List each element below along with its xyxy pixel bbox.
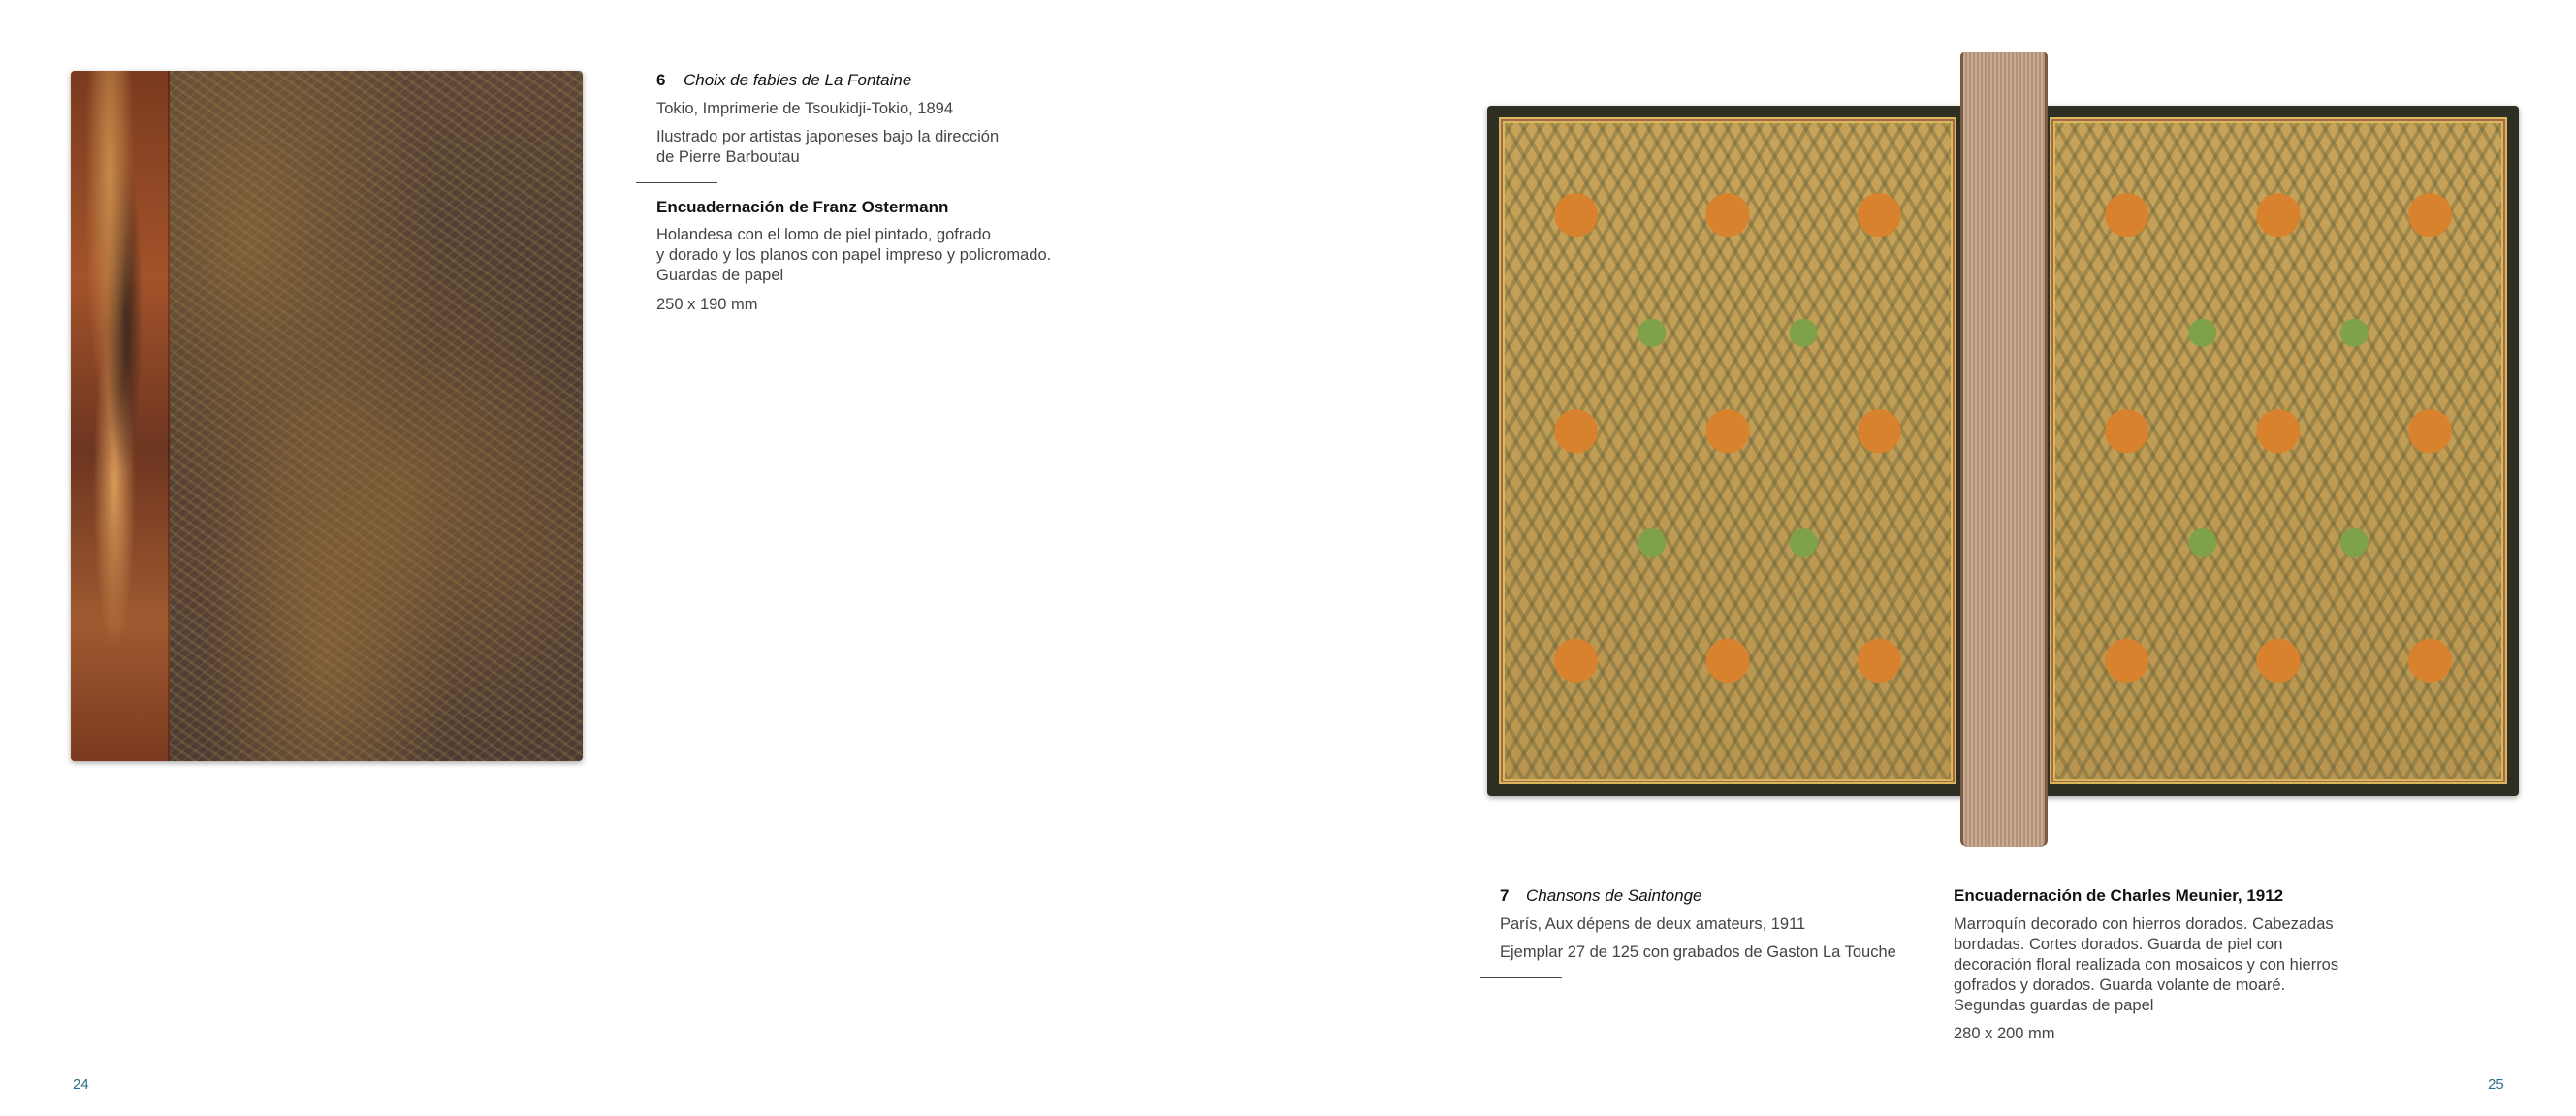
open-book-image-right: [1487, 52, 2519, 847]
floral-doublure-right: [2053, 121, 2503, 781]
illustration-note-left: Ilustrado por artistas japoneses bajo la dirección de Pierre Barboutau: [656, 128, 1000, 166]
binding-heading-left: Encuadernación de Franz Ostermann: [656, 198, 949, 216]
binding-description-left: Holandesa con el lomo de piel pintado, gofrado y dorado y los planos con papel impreso y policromado. Guardas de papel: [656, 226, 1052, 284]
dimensions-left: 250 x 190 mm: [656, 296, 758, 313]
dimensions-right: 280 x 200 mm: [1954, 1025, 2055, 1042]
entry-number-7: 7: [1500, 886, 1510, 905]
binding-heading-right: Encuadernación de Charles Meunier, 1912: [1954, 886, 2284, 905]
book-page-block: [1960, 52, 2048, 847]
book-spine: [71, 71, 170, 761]
book-board-left: [1487, 106, 1968, 796]
divider-right: [1480, 977, 1562, 978]
entry-number-6: 6: [656, 71, 666, 89]
book-cover-image-left: [71, 71, 583, 761]
floral-doublure-left: [1503, 121, 1953, 781]
book-title-right: Chansons de Saintonge: [1526, 886, 1702, 905]
book-title-left: Choix de fables de La Fontaine: [684, 71, 912, 89]
binding-description-right: Marroquín decorado con hierros dorados. Cabezadas bordadas. Cortes dorados. Guarda de piel con decoración floral realizada con mosaicos y con hierros gofrados y dorados. Guarda volante de moaré. Segundas guardas de papel: [1954, 915, 2339, 1014]
divider-left: [636, 182, 717, 183]
book-board-right: [2038, 106, 2519, 796]
edition-note-right: Ejemplar 27 de 125 con grabados de Gaston La Touche: [1500, 943, 1896, 961]
imprint-left: Tokio, Imprimerie de Tsoukidji-Tokio, 1894: [656, 100, 953, 117]
page-number-right: 25: [2488, 1076, 2504, 1093]
imprint-right: París, Aux dépens de deux amateurs, 1911: [1500, 915, 1806, 933]
page-number-left: 24: [73, 1076, 89, 1093]
